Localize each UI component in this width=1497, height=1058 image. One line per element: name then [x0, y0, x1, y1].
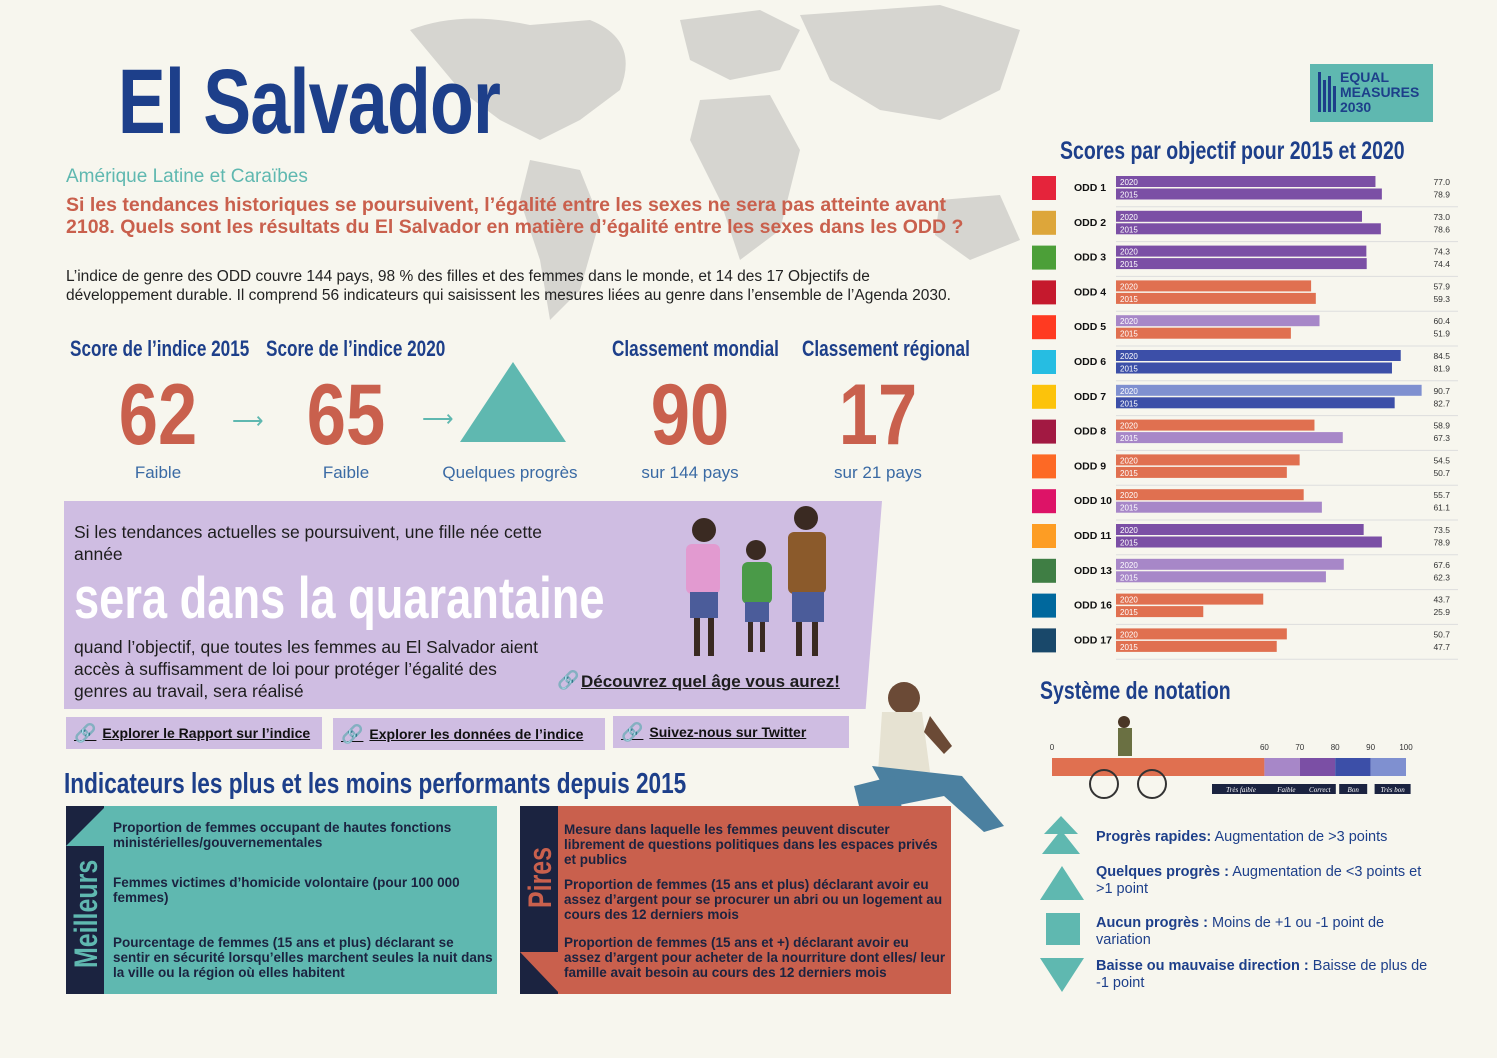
bar-2020 [1116, 420, 1314, 431]
bar-value-label: 78.9 [1433, 189, 1450, 200]
bar-2015 [1116, 467, 1287, 478]
bar-value-label: 74.4 [1433, 259, 1450, 270]
schoolgirls-illustration [672, 500, 852, 662]
bar-2015 [1116, 537, 1382, 548]
bar-value-label: 73.5 [1433, 525, 1450, 535]
band-label: Correct [1309, 786, 1331, 794]
scale-tick-label: 90 [1366, 743, 1376, 752]
bar-series-label: 2020 [1120, 282, 1138, 292]
worst-indicator-3: Proportion de femmes (15 ans et +) déclarant avoir eu assez d’argent pour acheter de la nourriture dont elles/ leur famille avait besoin au cours des 12 derniers mois [564, 935, 946, 980]
bar-2015 [1116, 328, 1291, 339]
bar-value-label: 25.9 [1433, 607, 1450, 618]
bar-series-label: 2015 [1120, 434, 1138, 444]
bar-series-label: 2015 [1120, 260, 1138, 270]
score-2020-label: Score de l’indice 2020 [266, 336, 446, 361]
sdg-category-label: ODD 8 [1074, 425, 1107, 438]
sdg-icon [1032, 559, 1056, 583]
sdg-category-label: ODD 2 [1074, 216, 1107, 229]
bar-value-label: 78.9 [1433, 537, 1450, 548]
bar-series-label: 2015 [1120, 399, 1138, 409]
sdg-icon [1032, 489, 1056, 513]
legend-rapid-progress-desc: Augmentation de >3 points [1214, 829, 1388, 845]
sdg-category-label: ODD 4 [1074, 286, 1107, 299]
bar-value-label: 62.3 [1433, 572, 1450, 583]
bar-2015 [1116, 432, 1343, 443]
link-icon: 🔗 [341, 723, 364, 744]
legend-some-progress [1096, 864, 1436, 898]
bar-series-label: 2015 [1120, 538, 1138, 548]
scale-tick-label: 60 [1259, 743, 1269, 752]
explore-report-link[interactable] [66, 717, 322, 749]
bar-series-label: 2015 [1120, 329, 1138, 339]
cyclist-body [1118, 728, 1132, 756]
bar-value-label: 67.3 [1433, 433, 1450, 444]
lead-question: Si les tendances historiques se poursuivent, l’égalité entre les sexes ne sera pas atteinte avant 2108. Quels sont les résultats du El Salvador en matière d’égalité entre les sexes dans les ODD ? [66, 194, 964, 238]
bar-series-label: 2020 [1120, 386, 1138, 396]
bar-2020 [1116, 628, 1287, 639]
sdg-icon [1032, 176, 1056, 200]
bar-value-label: 90.7 [1433, 385, 1450, 396]
sdg-icon [1032, 524, 1056, 548]
bar-value-label: 43.7 [1433, 594, 1450, 605]
logo-line-1: EQUAL [1340, 69, 1389, 85]
region-label: Amérique Latine et Caraïbes [66, 166, 308, 187]
sdg-category-label: ODD 9 [1074, 460, 1107, 473]
indicators-title: Indicateurs les plus et les moins performants depuis 2015 [64, 768, 687, 800]
link-icon: 🔗 [557, 670, 580, 690]
bar-series-label: 2020 [1120, 560, 1138, 570]
notation-scale [1040, 706, 1420, 810]
intro-text: L’indice de genre des ODD couvre 144 pays, 98 % des filles et des femmes dans le monde, et 14 des 17 Objectifs de développement durable. Il comprend 56 indicateurs qui saisissent les mesures liées au genre dans l’ensemble de l’Agenda 2030. [66, 268, 951, 304]
sdg-category-label: ODD 16 [1074, 599, 1112, 612]
bar-2020 [1116, 246, 1366, 257]
twitter-follow-label: Suivez-nous sur Twitter [649, 724, 807, 740]
link-icon: 🔗 [621, 721, 644, 742]
bar-series-label: 2015 [1120, 190, 1138, 200]
bar-series-label: 2015 [1120, 573, 1138, 583]
band-label: Très bon [1380, 786, 1405, 794]
bar-value-label: 55.7 [1433, 490, 1450, 501]
bar-series-label: 2020 [1120, 491, 1138, 501]
chart-title: Scores par objectif pour 2015 et 2020 [1060, 137, 1405, 165]
score-2015-level: Faible [134, 463, 182, 482]
bar-2015 [1116, 189, 1382, 200]
bar-value-label: 54.5 [1433, 455, 1450, 466]
sdg-icon [1032, 280, 1056, 304]
score-2020-level: Faible [322, 463, 370, 482]
legend-no-progress-label: Aucun progrès : [1096, 915, 1208, 931]
world-rank-value: 90 [650, 367, 730, 463]
trend-label: Quelques progrès [442, 463, 578, 482]
explore-report-label: Explorer le Rapport sur l’indice [102, 725, 311, 741]
bar-value-label: 82.7 [1433, 398, 1450, 409]
bar-value-label: 77.0 [1433, 177, 1450, 187]
bar-series-label: 2015 [1120, 364, 1138, 374]
best-indicator-1: Proportion de femmes occupant de hautes fonctions ministérielles/gouvernementales [113, 820, 452, 850]
sdg-category-label: ODD 7 [1074, 390, 1107, 403]
bar-2020 [1116, 594, 1263, 605]
bar-2020 [1116, 280, 1311, 291]
sdg-category-label: ODD 17 [1074, 634, 1112, 647]
rapid-progress-icon [1040, 816, 1082, 856]
best-indicator-2: Femmes victimes d’homicide volontaire (pour 100 000 femmes) [113, 875, 460, 905]
bar-series-label: 2020 [1120, 595, 1138, 605]
score-2015-label: Score de l’indice 2015 [70, 336, 250, 361]
bar-series-label: 2020 [1120, 247, 1138, 257]
bar-series-label: 2020 [1120, 630, 1138, 640]
bar-2020 [1116, 559, 1344, 570]
logo-line-3: 2030 [1340, 99, 1372, 115]
bar-series-label: 2015 [1120, 503, 1138, 513]
scale-band [1264, 758, 1299, 776]
scale-band [1335, 758, 1370, 776]
logo-line-2: MEASURES [1340, 84, 1420, 100]
bar-series-label: 2020 [1120, 352, 1138, 361]
score-2015-value: 62 [118, 367, 198, 463]
arrow-right-icon: ⟶ [422, 406, 454, 431]
sdg-category-label: ODD 6 [1074, 356, 1107, 368]
sdg-category-label: ODD 5 [1074, 321, 1107, 334]
page-title: El Salvador [117, 51, 501, 153]
bar-2015 [1116, 571, 1326, 582]
world-rank-label: Classement mondial [612, 336, 779, 361]
sdg-icon [1032, 628, 1056, 652]
bar-series-label: 2015 [1120, 468, 1138, 478]
logo-bars-icon [1318, 72, 1338, 112]
link-icon: 🔗 [74, 722, 97, 743]
bar-2015 [1116, 502, 1322, 513]
bar-2020 [1116, 176, 1375, 187]
sdg-category-label: ODD 3 [1074, 251, 1107, 264]
sdg-icon [1032, 211, 1056, 235]
bar-series-label: 2015 [1120, 642, 1138, 652]
bar-value-label: 60.4 [1433, 316, 1450, 327]
bar-2015 [1116, 223, 1381, 234]
best-label: Meilleurs [68, 859, 104, 968]
no-progress-icon [1046, 913, 1080, 945]
some-progress-icon [1040, 866, 1084, 900]
bar-value-label: 78.6 [1433, 224, 1450, 235]
bar-2015 [1116, 641, 1277, 652]
bar-value-label: 47.7 [1433, 641, 1450, 652]
legend-decline-label: Baisse ou mauvaise direction : [1096, 958, 1309, 974]
sdg-icon [1032, 350, 1056, 374]
bar-value-label: 67.6 [1433, 559, 1450, 570]
girl-age-detail: quand l’objectif, que toutes les femmes au El Salvador aient accès à suffisamment de loi pour protéger l’égalité des genres au travail, sera réalisé [74, 637, 539, 701]
legend-some-progress-label: Quelques progrès : [1096, 864, 1229, 880]
bar-value-label: 74.3 [1433, 246, 1450, 257]
girl-age-intro: Si les tendances actuelles se poursuivent, une fille née cette année [74, 522, 542, 564]
bar-value-label: 59.3 [1433, 293, 1450, 304]
bar-value-label: 51.9 [1433, 328, 1450, 339]
world-rank-sub: sur 144 pays [641, 463, 739, 482]
bar-series-label: 2015 [1120, 225, 1138, 235]
sdg-category-label: ODD 13 [1074, 564, 1112, 577]
bar-2020 [1116, 211, 1362, 222]
best-indicator-3: Pourcentage de femmes (15 ans et plus) déclarant se sentir en sécurité lorsqu’elles marchent seules la nuit dans la ville ou la région où elles habitent [113, 935, 493, 980]
scale-tick-label: 70 [1295, 743, 1305, 752]
legend-rapid-progress [1096, 829, 1436, 846]
sdg-category-label: ODD 10 [1074, 495, 1112, 508]
bar-value-label: 61.1 [1433, 502, 1450, 513]
scale-band [1300, 758, 1335, 776]
bar-2020 [1116, 385, 1422, 396]
trend-up-triangle-icon [460, 362, 566, 442]
regional-rank-label: Classement régional [802, 336, 970, 361]
sdg-icon [1032, 246, 1056, 270]
regional-rank-sub: sur 21 pays [834, 463, 922, 482]
bar-value-label: 84.5 [1433, 351, 1450, 361]
bar-2015 [1116, 363, 1392, 374]
score-2020-value: 65 [306, 367, 386, 463]
sdg-icon [1032, 454, 1056, 478]
bar-2020 [1116, 489, 1304, 500]
bar-value-label: 50.7 [1433, 629, 1450, 640]
bar-series-label: 2020 [1120, 456, 1138, 466]
bar-2020 [1116, 350, 1401, 361]
bar-value-label: 50.7 [1433, 467, 1450, 478]
cyclist-head [1118, 716, 1130, 728]
sdg-category-label: ODD 11 [1074, 530, 1112, 542]
notation-title: Système de notation [1040, 677, 1231, 705]
legend-no-progress [1096, 915, 1436, 949]
bar-value-label: 81.9 [1433, 363, 1450, 374]
scale-tick-label: 80 [1330, 743, 1340, 752]
logo-text [1340, 70, 1419, 115]
worst-indicator-1: Mesure dans laquelle les femmes peuvent discuter librement de questions politiques dans les espaces privés et publics [564, 822, 938, 867]
regional-rank-value: 17 [838, 367, 918, 463]
bar-2015 [1116, 397, 1395, 408]
explore-data-label: Explorer les données de l’indice [369, 726, 584, 742]
scale-tick-label: 0 [1049, 743, 1055, 752]
sdg-icon [1032, 385, 1056, 409]
band-label: Très faible [1226, 786, 1256, 794]
scale-tick-label: 100 [1399, 743, 1413, 752]
band-label: Bon [1347, 786, 1359, 794]
bar-value-label: 58.9 [1433, 420, 1450, 431]
bar-2020 [1116, 315, 1320, 326]
bar-series-label: 2020 [1120, 421, 1138, 431]
bar-series-label: 2020 [1120, 317, 1138, 327]
bar-series-label: 2015 [1120, 608, 1138, 618]
bar-2015 [1116, 258, 1367, 269]
decline-icon [1040, 958, 1084, 992]
worst-label: Pires [522, 846, 558, 908]
bar-2015 [1116, 293, 1316, 304]
bar-2020 [1116, 454, 1300, 465]
sdg-category-label: ODD 1 [1074, 182, 1107, 194]
arrow-right-icon: ⟶ [232, 408, 264, 433]
discover-age-link[interactable]: Découvrez quel âge vous aurez! [581, 672, 840, 691]
bar-series-label: 2020 [1120, 212, 1138, 222]
sdg-scores-chart [1028, 172, 1460, 664]
sdg-icon [1032, 420, 1056, 444]
bar-value-label: 73.0 [1433, 211, 1450, 222]
explore-data-link[interactable] [333, 718, 605, 750]
legend-decline [1096, 958, 1436, 992]
bar-series-label: 2020 [1120, 526, 1138, 535]
legend-decline-desc: Baisse de plus de -1 point [1096, 958, 1428, 991]
worst-indicator-2: Proportion de femmes (15 ans et plus) déclarant avoir eu assez d’argent pour se procurer un abri ou un logement au cours des 12 derniers mois [564, 877, 943, 922]
band-label: Faible [1277, 786, 1296, 794]
sdg-icon [1032, 594, 1056, 618]
bar-2020 [1116, 524, 1364, 535]
sdg-icon [1032, 315, 1056, 339]
bar-series-label: 2020 [1120, 178, 1138, 187]
twitter-follow-link[interactable] [613, 716, 849, 748]
legend-no-progress-desc: Moins de +1 ou -1 point de variation [1096, 915, 1385, 948]
bar-series-label: 2015 [1120, 294, 1138, 304]
legend-rapid-progress-label: Progrès rapides: [1096, 829, 1212, 845]
girl-age-headline: sera dans la quarantaine [74, 566, 605, 631]
bar-value-label: 57.9 [1433, 281, 1450, 292]
scale-band [1052, 758, 1264, 776]
legend-some-progress-desc: Augmentation de <3 points et >1 point [1096, 864, 1422, 897]
scale-band [1371, 758, 1406, 776]
